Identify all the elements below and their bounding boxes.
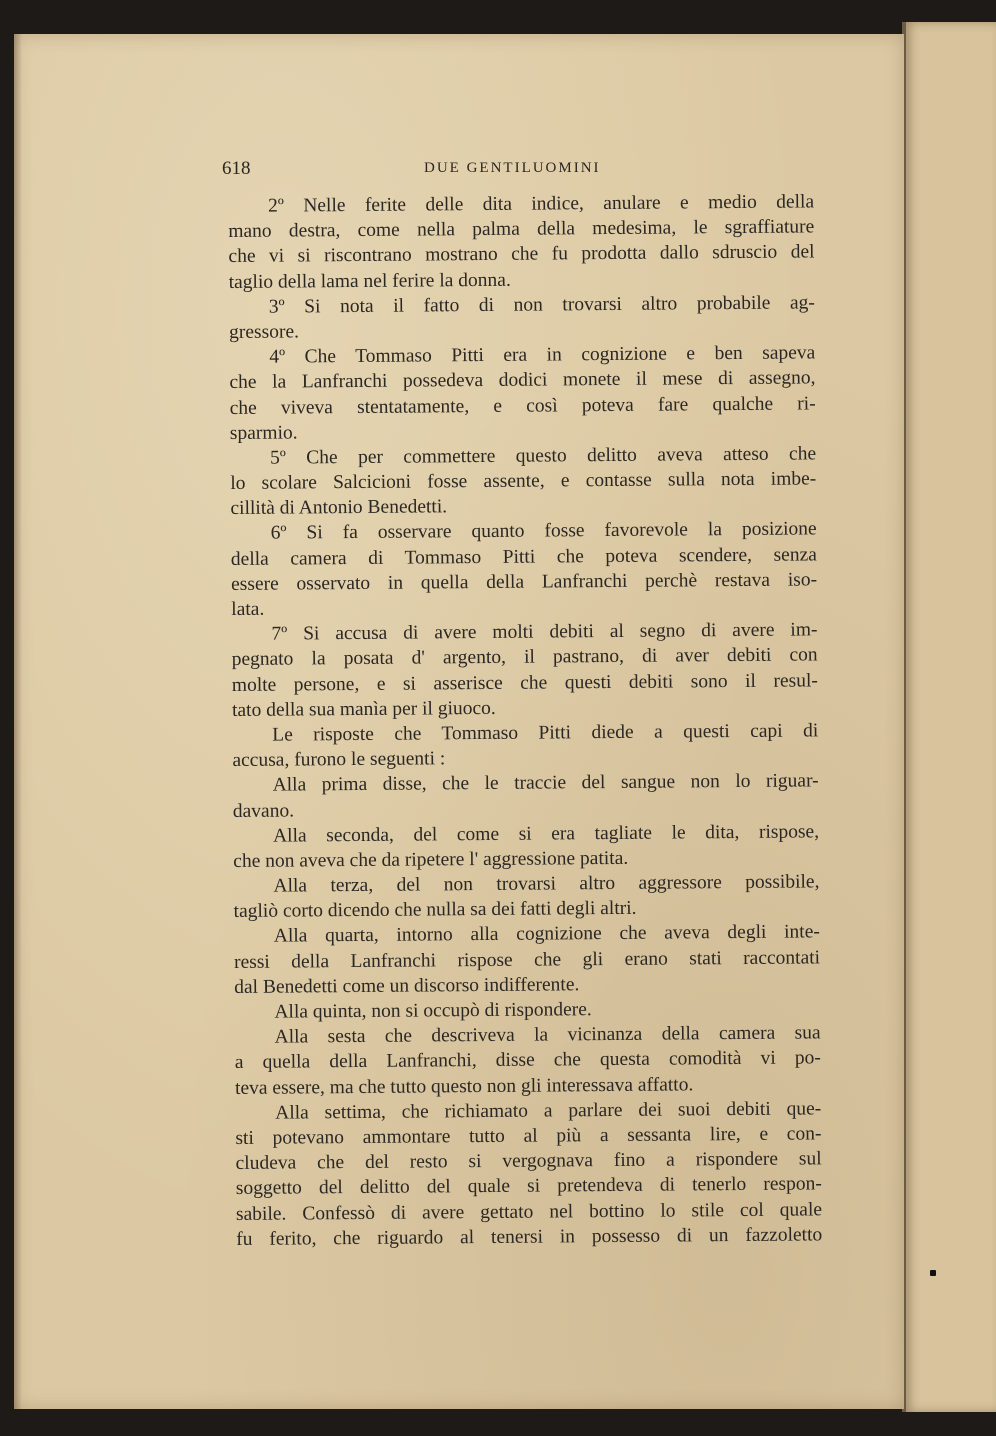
text-line: gressore. [229, 321, 300, 343]
text-line: che la Lanfranchi possedeva dodici monete il mese di assegno, [229, 367, 816, 394]
text-line: teva essere, ma che tutto questo non gli interessava affatto. [234, 1073, 694, 1099]
text-line: che viveva stentatamente, e così poteva fare qualche ri- [229, 392, 816, 419]
text-line: accusa, furono le seguenti : [232, 748, 446, 772]
text-line: Alla prima disse, che le traccie del sangue non lo riguar- [272, 770, 819, 796]
gutter-mark [930, 1270, 936, 1276]
text-line: sparmio. [229, 422, 298, 444]
text-line: dal Benedetti come un discorso indifferente. [234, 974, 580, 998]
text-line: 3º Si nota il fatto di non trovarsi altro probabile ag- [268, 292, 815, 318]
text-line: Alla terza, del non trovarsi altro aggressore possibile, [273, 871, 820, 897]
text-line: 6º Si fa osservare quanto fosse favorevole la posizione [270, 518, 817, 545]
text-line: che non aveva che da ripetere l' aggressione patita. [233, 847, 629, 872]
text-line: molte persone, e si asserisce che questi debiti sono il resul- [231, 669, 818, 696]
text-line: sti potevano ammontare tutto al più a sessanta lire, e con- [235, 1123, 822, 1149]
text-line: della camera di Tommaso Pitti che poteva scendere, senza [230, 544, 817, 570]
text-line: Alla settima, che richiamato a parlare dei suoi debiti que- [275, 1098, 822, 1124]
text-line: mano destra, come nella palma della medesima, le sgraffiature [228, 216, 815, 243]
text-line: cillità di Antonio Benedetti. [230, 496, 448, 520]
page-shadow-edge [14, 34, 22, 1409]
page-number: 618 [222, 158, 251, 179]
text-line: fu ferito, che riguardo al tenersi in possesso di un fazzoletto [236, 1224, 823, 1250]
body-text [228, 189, 822, 1251]
text-line: davano. [232, 800, 295, 822]
text-line: a quella della Lanfranchi, disse che questa comodità vi po- [234, 1047, 821, 1074]
page-header [222, 158, 812, 188]
text-line: soggetto del delitto del quale si pretendeva di tenerlo respon- [235, 1173, 822, 1200]
facing-page-edge [904, 22, 996, 1412]
text-line: 2º Nelle ferite delle dita indice, anulare e medio della [268, 191, 815, 217]
text-line: Alla quarta, intorno alla cognizione che aveva degli inte- [273, 921, 820, 948]
text-line: cludeva che del resto si vergognava fino a rispondere sul [235, 1148, 822, 1175]
text-line: lo scolare Salcicioni fosse assente, e contasse sulla nota imbe- [230, 468, 817, 495]
text-line: che vi si riscontrano mostrano che fu prodotta dallo sdruscio del [228, 241, 815, 268]
running-title: DUE GENTILUOMINI [424, 160, 601, 176]
text-line: tagliò corto dicendo che nulla sa dei fatti degli altri. [233, 898, 637, 923]
text-line: tato della sua manìa per il giuoco. [231, 697, 496, 721]
text-line: Alla quinta, non si occupò di rispondere. [274, 999, 592, 1023]
text-line: Le risposte che Tommaso Pitti diede a questi capi di [272, 720, 819, 746]
text-line: Alla seconda, del come si era tagliate le dita, rispose, [272, 821, 820, 847]
text-line: taglio della lama nel ferire la donna. [228, 269, 511, 293]
text-line: essere osservato in quella della Lanfranchi perchè restava iso- [230, 569, 818, 595]
text-line: lata. [231, 598, 265, 620]
text-line: pegnato la posata d' argento, il pastrano, di aver debiti con [231, 644, 818, 671]
text-line: ressi della Lanfranchi rispose che gli erano stati raccontati [233, 946, 821, 973]
text-line: 4º Che Tommaso Pitti era in cognizione e ben sapeva [269, 342, 816, 368]
text-line: 5º Che per commettere questo delitto aveva atteso che [269, 443, 817, 469]
text-line: sabile. Confessò di avere gettato nel bottino lo stile col quale [235, 1198, 823, 1225]
text-line: 7º Si accusa di avere molti debiti al segno di avere im- [271, 619, 818, 645]
text-line: Alla sesta che descriveva la vicinanza della camera sua [274, 1022, 821, 1048]
